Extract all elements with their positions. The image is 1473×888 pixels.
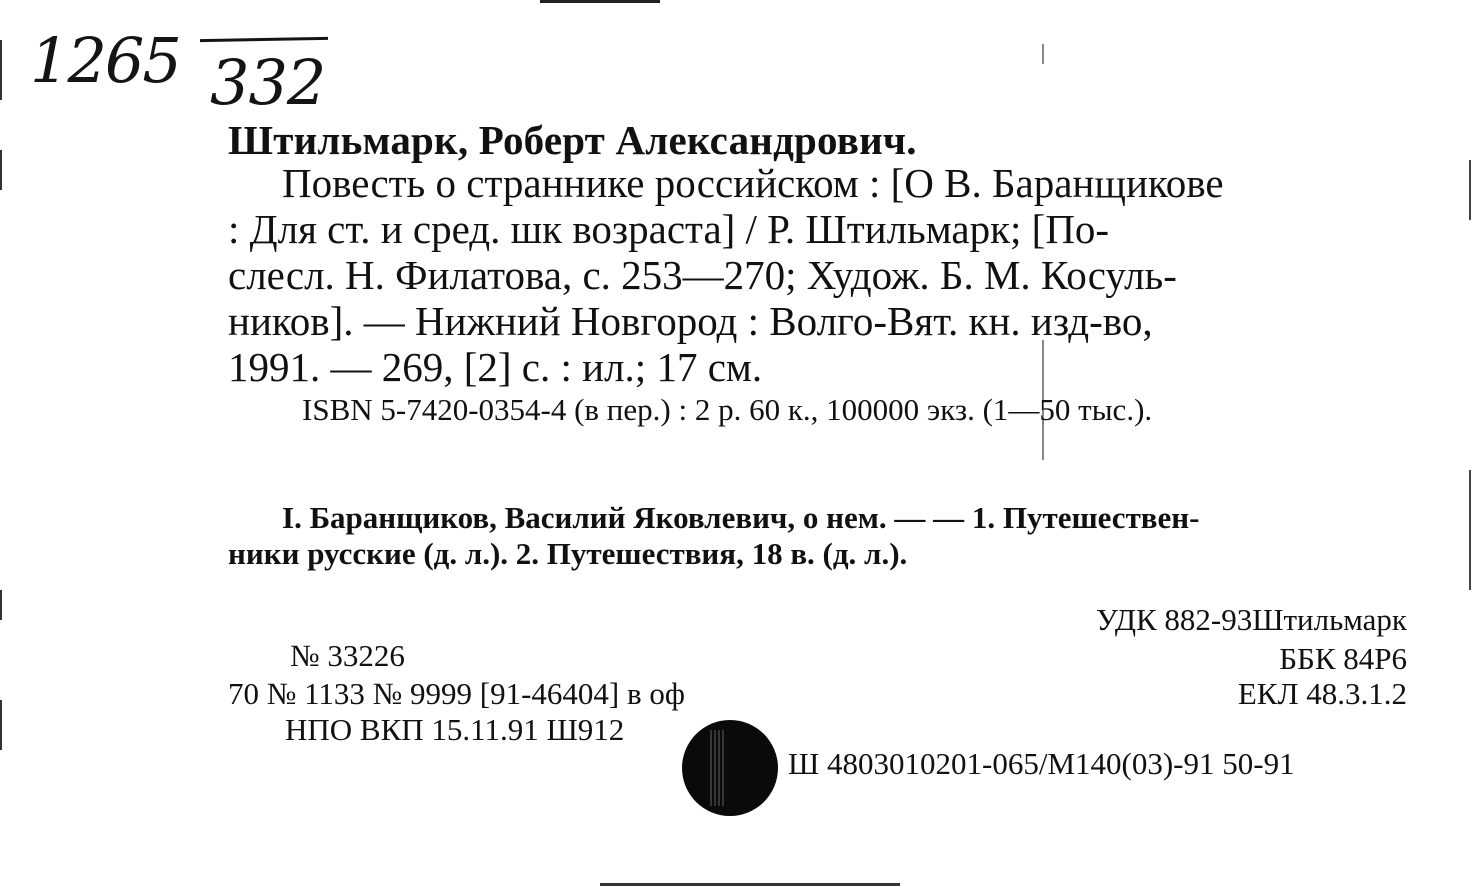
description-line-2: : Для ст. и сред. шк возраста] / Р. Штильмарк; [По- — [228, 206, 1110, 252]
isbn-line: ISBN 5-7420-0354-4 (в пер.) : 2 р. 60 к., 100000 экз. (1—50 тыс.). — [302, 392, 1153, 427]
card-edge-right — [1469, 160, 1471, 220]
handwritten-underline — [200, 37, 328, 42]
tracing-line-1: I. Баранщиков, Василий Яковлевич, о нем. — — 1. Путешествен- — [282, 500, 1200, 535]
card-edge-left — [0, 700, 2, 750]
tracing-line-2: ники русские (д. л.). 2. Путешествия, 18 в. (д. л.). — [228, 536, 908, 571]
description-line-1: Повесть о страннике российском : [О В. Баранщикове — [282, 160, 1224, 206]
card-edge-top — [540, 0, 660, 3]
bbk-code: ББК 84Р6 — [1279, 641, 1407, 676]
fold-mark — [1042, 44, 1044, 64]
card-edge-right — [1469, 470, 1471, 590]
publisher-code: Ш 4803010201-065/М140(03)-91 50-91 — [788, 746, 1295, 781]
card-edge-bottom — [600, 883, 900, 886]
udk-code: УДК 882-93Штильмарк — [1096, 602, 1407, 637]
npo-info: НПО ВКП 15.11.91 Ш912 — [285, 712, 625, 747]
card-number: № 33226 — [290, 638, 405, 673]
card-edge-left — [0, 40, 2, 100]
card-edge-left — [0, 590, 2, 620]
description-line-5: 1991. — 269, [2] с. : ил.; 17 см. — [228, 344, 763, 390]
description-line-4: ников]. — Нижний Новгород : Волго-Вят. кн. изд-во, — [228, 298, 1153, 344]
punch-hole — [682, 720, 778, 816]
handwritten-number-top: 1265 — [30, 24, 180, 97]
handwritten-number-bottom: 332 — [210, 46, 326, 119]
card-edge-left — [0, 150, 2, 190]
ekl-code: ЕКЛ 48.3.1.2 — [1237, 676, 1407, 711]
print-order: 70 № 1133 № 9999 [91-46404] в оф — [228, 676, 685, 711]
description-line-3: слесл. Н. Филатова, с. 253—270; Худож. Б. М. Косуль- — [228, 252, 1177, 298]
author-heading: Штильмарк, Роберт Александрович. — [228, 117, 917, 163]
